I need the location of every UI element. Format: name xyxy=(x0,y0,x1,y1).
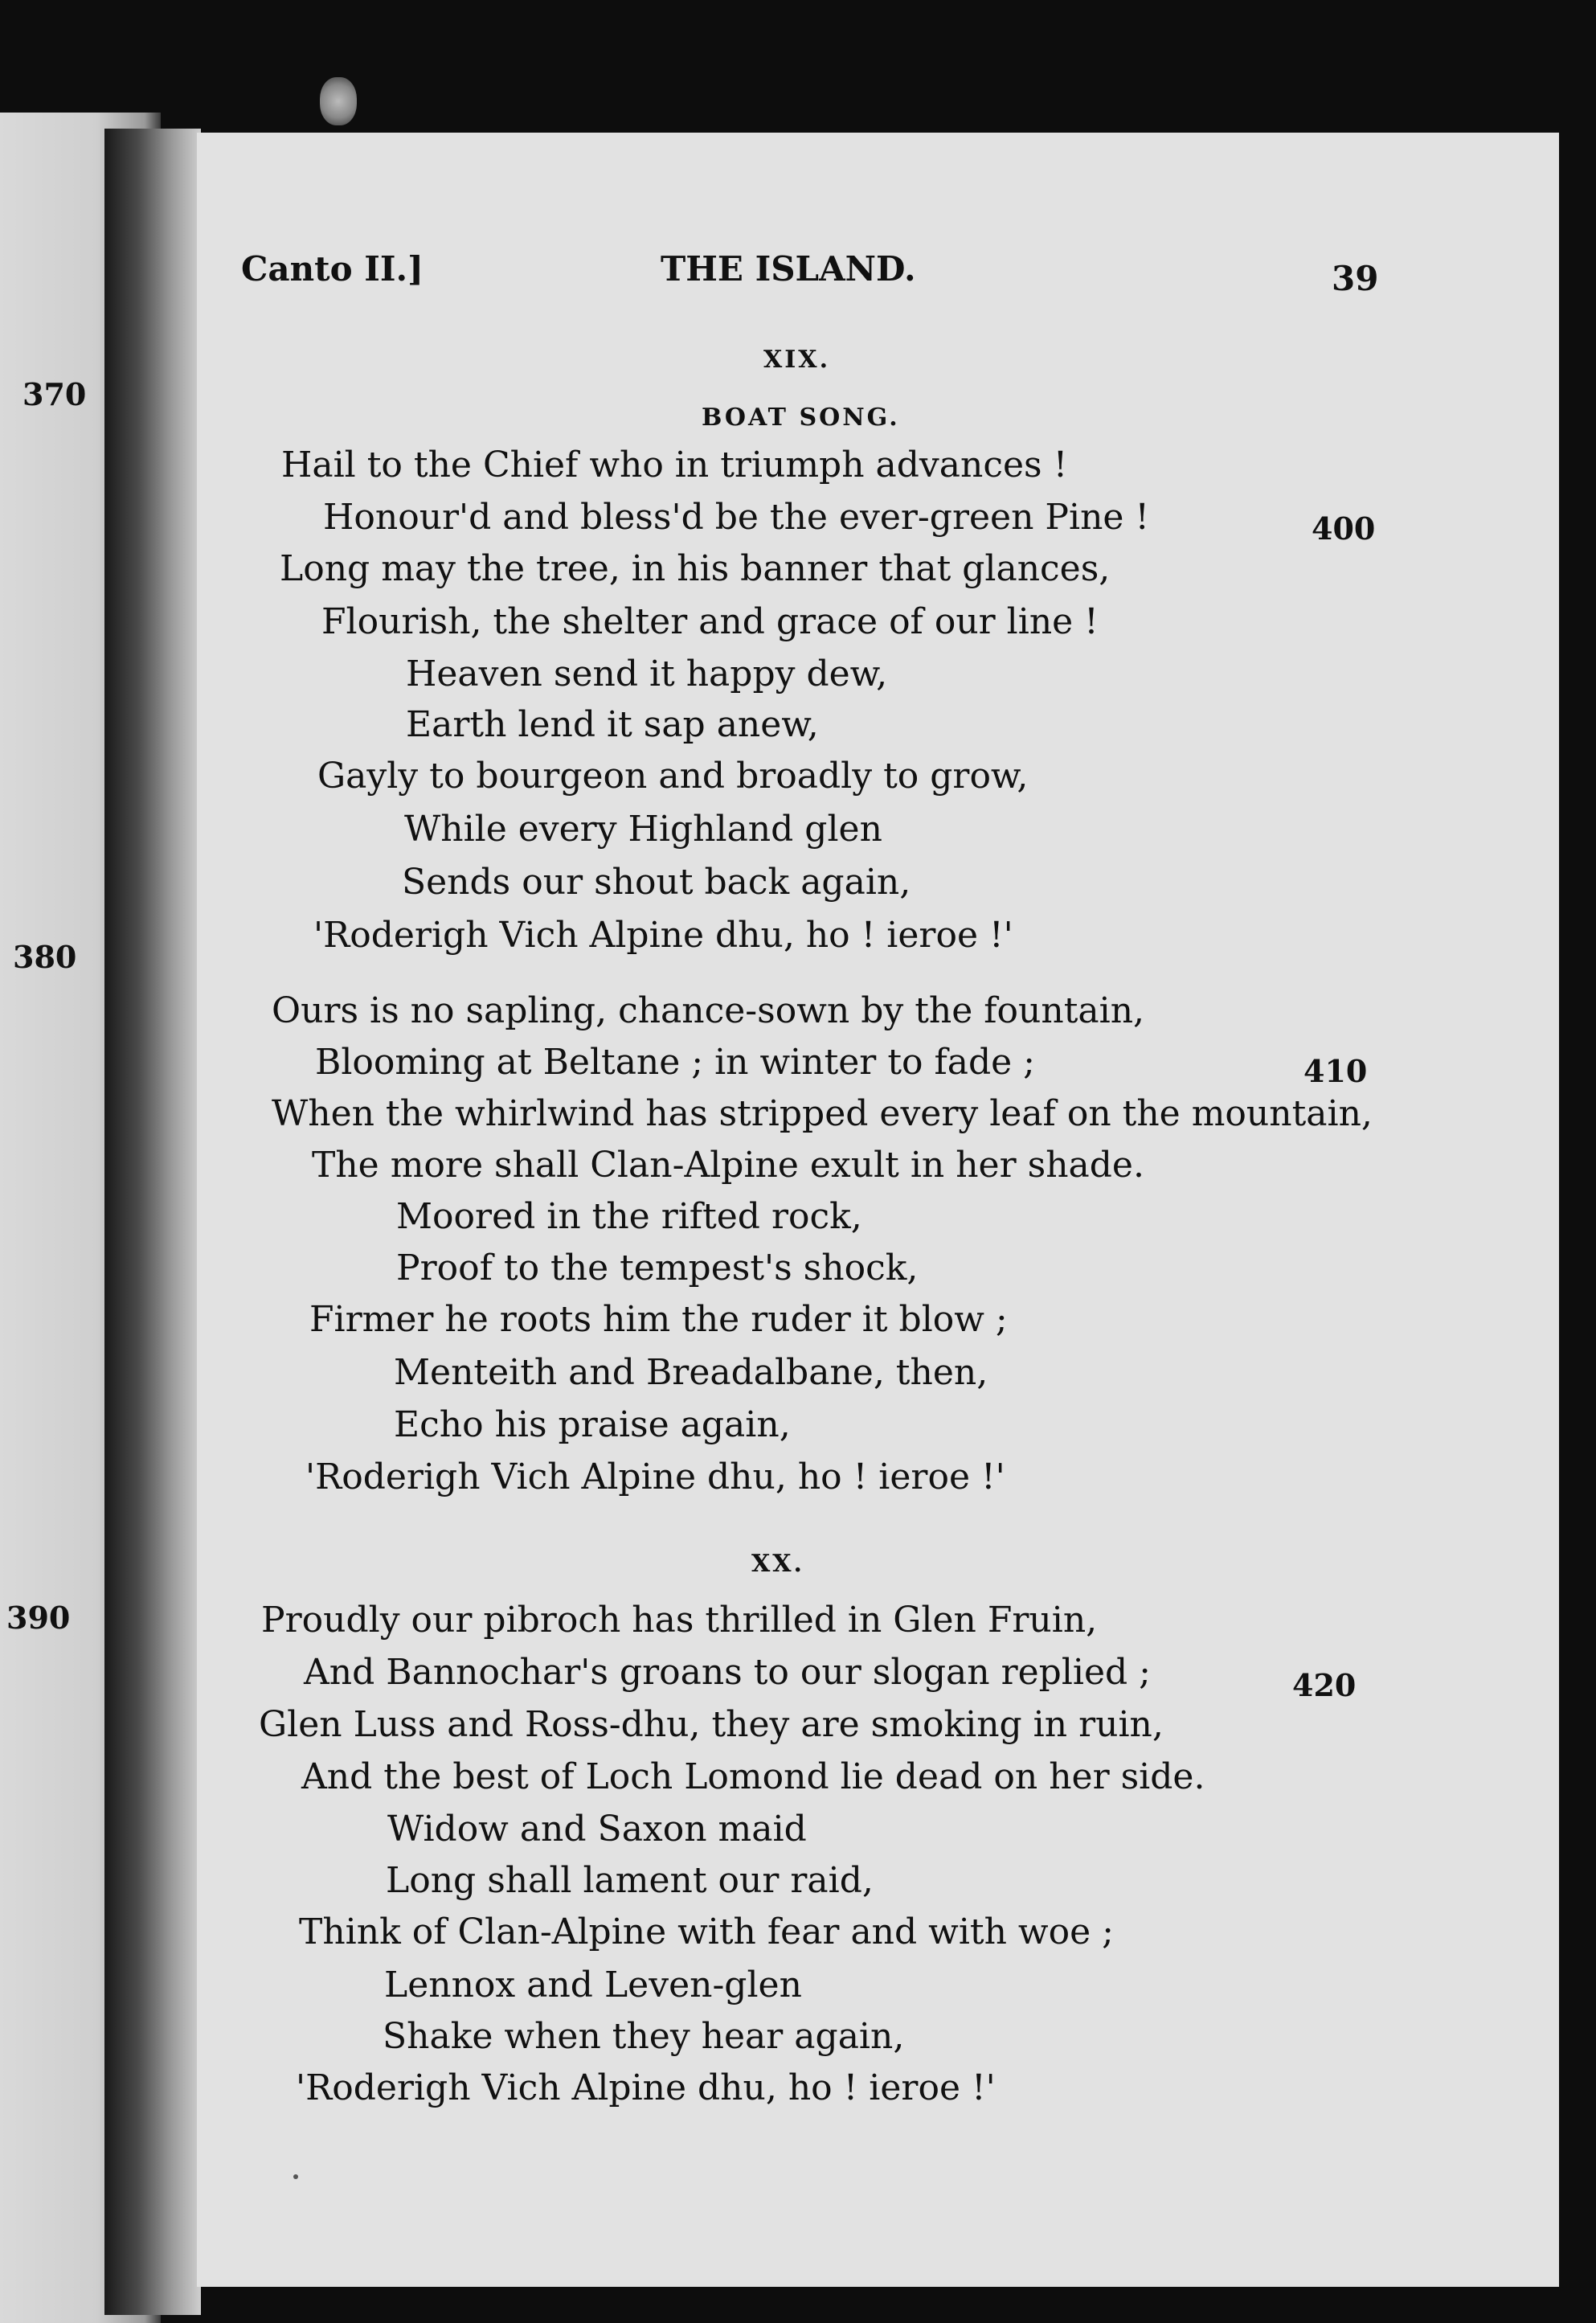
canto-label: Canto II.] xyxy=(241,249,424,289)
verse-line: Long shall lament our raid, xyxy=(386,1860,874,1901)
page-number: 39 xyxy=(1332,259,1379,298)
ink-speck xyxy=(293,2174,298,2179)
verse-line: Widow and Saxon maid xyxy=(387,1809,807,1850)
verse-line: Hail to the Chief who in triumph advances ! xyxy=(281,445,1068,485)
verse-line: Flourish, the shelter and grace of our line ! xyxy=(321,601,1099,642)
section-heading: XX. xyxy=(751,1550,804,1578)
verse-line: Think of Clan-Alpine with fear and with woe ; xyxy=(299,1911,1114,1952)
section-heading: XIX. xyxy=(763,346,831,374)
verse-line: Honour'd and bless'd be the ever-green Pine ! xyxy=(323,497,1150,538)
verse-line: Heaven send it happy dew, xyxy=(406,653,888,694)
verse-line: Blooming at Beltane ; in winter to fade ; xyxy=(315,1042,1036,1083)
verse-line: Proudly our pibroch has thrilled in Glen Fruin, xyxy=(261,1600,1098,1641)
line-number: 400 xyxy=(1312,510,1376,547)
verse-line: Shake when they hear again, xyxy=(383,2016,905,2057)
book-gutter xyxy=(104,129,201,2315)
verse-line: Lennox and Leven-glen xyxy=(384,1965,802,2005)
verse-line: Echo his praise again, xyxy=(394,1404,791,1445)
verse-line: Proof to the tempest's shock, xyxy=(396,1248,919,1289)
left-line-number: 380 xyxy=(13,939,77,975)
verse-line: Moored in the rifted rock, xyxy=(396,1196,862,1237)
page-title: THE ISLAND. xyxy=(661,249,916,289)
verse-line: When the whirlwind has stripped every leaf on the mountain, xyxy=(272,1093,1373,1134)
verse-line: And the best of Loch Lomond lie dead on her side. xyxy=(301,1756,1205,1797)
verse-line: 'Roderigh Vich Alpine dhu, ho ! ieroe !' xyxy=(296,2067,996,2108)
section-subheading: BOAT SONG. xyxy=(702,404,900,432)
verse-line: 'Roderigh Vich Alpine dhu, ho ! ieroe !' xyxy=(305,1456,1005,1497)
verse-line: And Bannochar's groans to our slogan replied ; xyxy=(304,1652,1152,1693)
verse-line: Earth lend it sap anew, xyxy=(406,704,819,745)
verse-line: Firmer he roots him the ruder it blow ; xyxy=(309,1299,1008,1340)
verse-line: 'Roderigh Vich Alpine dhu, ho ! ieroe !' xyxy=(313,915,1013,956)
left-line-number: 390 xyxy=(6,1600,71,1636)
verse-line: Sends our shout back again, xyxy=(402,862,911,903)
verse-line: Long may the tree, in his banner that glances, xyxy=(280,548,1111,589)
ink-blot xyxy=(320,77,357,125)
verse-line: The more shall Clan-Alpine exult in her shade. xyxy=(312,1145,1144,1186)
verse-line: Glen Luss and Ross-dhu, they are smoking in ruin, xyxy=(259,1704,1164,1745)
verse-line: Gayly to bourgeon and broadly to grow, xyxy=(317,756,1029,797)
verse-line: While every Highland glen xyxy=(404,809,882,850)
line-number: 410 xyxy=(1303,1053,1368,1089)
line-number: 420 xyxy=(1292,1667,1357,1703)
left-line-number: 370 xyxy=(23,376,87,412)
verse-line: Menteith and Breadalbane, then, xyxy=(394,1352,988,1393)
verse-line: Ours is no sapling, chance-sown by the fountain, xyxy=(272,990,1145,1031)
